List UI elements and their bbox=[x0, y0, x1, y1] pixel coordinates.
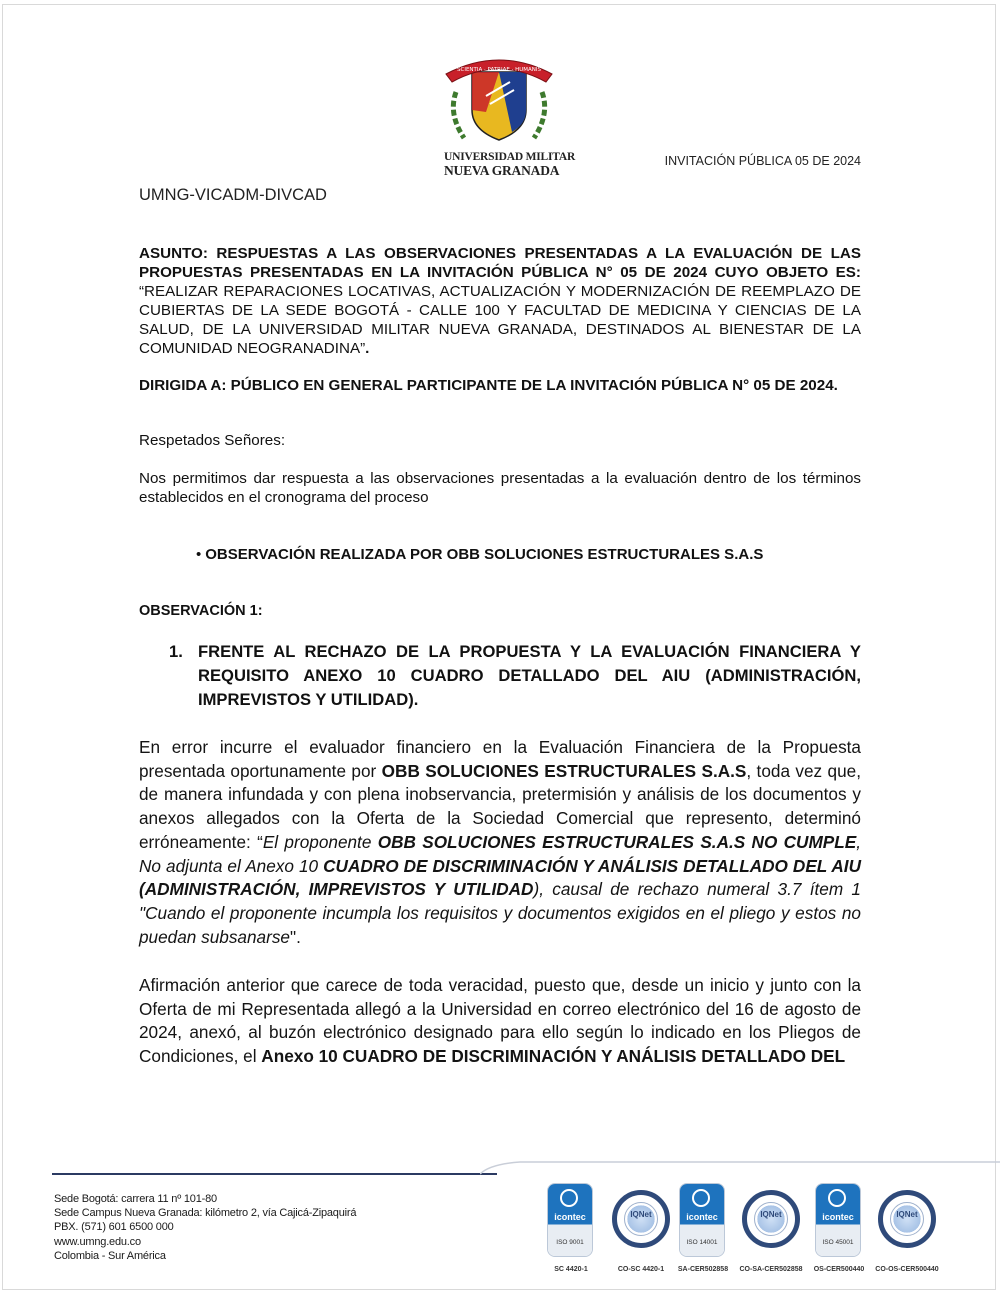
paragraph-1 bbox=[139, 736, 861, 949]
subject-label: ASUNTO: RESPUESTAS A LAS OBSERVACIONES PRESENTADAS A LA EVALUACIÓN DE LAS PROPUESTAS PRESENTADAS EN LA INVITACIÓN PÚBLICA N° 05 DE 2024 CUYO OBJETO ES: bbox=[139, 245, 861, 281]
cert-label: icontec bbox=[554, 1212, 586, 1222]
p1-italic-1: El proponente bbox=[262, 831, 378, 852]
cert-iso: ISO 14001 bbox=[686, 1239, 718, 1246]
crest-icon bbox=[438, 52, 560, 152]
cert-code: SC 4420-1 bbox=[554, 1266, 588, 1273]
numbered-item bbox=[169, 640, 861, 712]
intro-paragraph: Nos permitimos dar respuesta a las observaciones presentadas a la evaluación dentro de los términos establecidos en el cronograma del proceso bbox=[139, 470, 861, 506]
cert-label: IQNet bbox=[896, 1210, 918, 1219]
item-number: 1. bbox=[169, 642, 183, 661]
university-logo bbox=[438, 52, 576, 182]
footer-divider bbox=[52, 1173, 497, 1175]
cert-label: icontec bbox=[686, 1212, 718, 1222]
iqnet-icon bbox=[742, 1190, 800, 1248]
cert-code: SA-CER502858 bbox=[677, 1266, 729, 1273]
p2-text-1: Afirmación anterior que carece de toda veracidad, puesto que, desde un inicio y junto con la Oferta de mi Representada allegó a la Universidad en correo electrónico del 16 de agosto de 2024, anexó, al buzón electrónico designado para ello según lo indicado en los Pliegos de Condiciones, el bbox=[139, 975, 861, 1067]
item-text: FRENTE AL RECHAZO DE LA PROPUESTA Y LA EVALUACIÓN FINANCIERA Y REQUISITO ANEXO 10 CUADRO DETALLADO DEL AIU (ADMINISTRACIÓN, IMPREVISTOS Y UTILIDAD). bbox=[198, 642, 861, 709]
p2-bold-annex: Anexo 10 CUADRO DE DISCRIMINACIÓN Y ANÁLISIS DETALLADO DEL bbox=[261, 1046, 846, 1067]
cert-code: CO-SC 4420-1 bbox=[617, 1266, 665, 1273]
bullet-icon: • bbox=[196, 546, 202, 563]
invitation-reference: INVITACIÓN PÚBLICA 05 DE 2024 bbox=[664, 154, 861, 168]
p1-bold-italic-1: OBB SOLUCIONES ESTRUCTURALES S.A.S NO CUMPLE bbox=[377, 831, 857, 852]
footer-line-2: Sede Campus Nueva Granada: kilómetro 2, vía Cajicá-Zipaquirá bbox=[54, 1207, 357, 1220]
icontec-icon bbox=[548, 1184, 592, 1256]
cert-iso: ISO 45001 bbox=[822, 1239, 854, 1246]
p1-bold-italic-2: CUADRO DE DISCRIMINACIÓN Y ANÁLISIS DETALLADO DEL AIU (ADMINISTRACIÓN, IMPREVISTOS Y UTILIDAD bbox=[139, 855, 861, 900]
footer-line-3: PBX. (571) 601 6500 000 bbox=[54, 1221, 174, 1234]
footer-line-4[interactable]: www.umng.edu.co bbox=[54, 1235, 141, 1248]
cert-iso: ISO 9001 bbox=[556, 1239, 584, 1246]
footer-address bbox=[54, 1192, 356, 1263]
p1-text-1: En error incurre el evaluador financiero en la Evaluación Financiera de la Propuesta presentada oportunamente por bbox=[139, 737, 861, 781]
p1-italic-2: , No adjunta el Anexo 10 bbox=[139, 831, 861, 876]
department-code: UMNG-VICADM-DIVCAD bbox=[139, 186, 327, 204]
addressee: DIRIGIDA A: PÚBLICO EN GENERAL PARTICIPANTE DE LA INVITACIÓN PÚBLICA N° 05 DE 2024. bbox=[139, 377, 838, 394]
icontec-icon bbox=[680, 1184, 724, 1256]
paragraph-2 bbox=[139, 974, 861, 1069]
subject-object: “REALIZAR REPARACIONES LOCATIVAS, ACTUALIZACIÓN Y MODERNIZACIÓN DE REEMPLAZO DE CUBIERTAS DE LA SEDE BOGOTÁ - CALLE 100 Y FACULTAD DE MEDICINA Y CIENCIAS DE LA SALUD, DE LA UNIVERSIDAD MILITAR NUEVA GRANADA, DESTINADOS AL BIENESTAR DE LA COMUNIDAD NEOGRANADINA” bbox=[139, 283, 861, 357]
p1-text-3: ". bbox=[290, 926, 301, 947]
iqnet-icon bbox=[878, 1190, 936, 1248]
observation-author bbox=[196, 546, 763, 563]
cert-code: OS-CER500440 bbox=[813, 1266, 865, 1273]
cert-label: IQNet bbox=[630, 1210, 652, 1219]
logo-line2: NUEVA GRANADA bbox=[444, 163, 560, 178]
subject-end: . bbox=[365, 340, 370, 357]
observation-author-text: OBSERVACIÓN REALIZADA POR OBB SOLUCIONES ESTRUCTURALES S.A.S bbox=[205, 546, 764, 563]
iqnet-icon bbox=[612, 1190, 670, 1248]
footer-line-1: Sede Bogotá: carrera 11 nº 101-80 bbox=[54, 1193, 217, 1205]
crest-motto: SCIENTIA · PATRIAE · HUMANIS bbox=[456, 67, 542, 73]
logo-line1: UNIVERSIDAD MILITAR bbox=[444, 151, 576, 163]
subject-paragraph bbox=[139, 244, 861, 358]
p1-text-2: , toda vez que, de manera infundada y con plena inobservancia, pretermisión y análisis de los documentos y anexos allegados con la Oferta de la Sociedad Comercial que represento, determinó erróneamente: “ bbox=[139, 760, 861, 852]
footer-line-5: Colombia - Sur América bbox=[54, 1249, 166, 1262]
cert-code: CO-SA-CER502858 bbox=[739, 1266, 803, 1273]
p1-bold-company: OBB SOLUCIONES ESTRUCTURALES S.A.S bbox=[381, 760, 747, 781]
cert-code: CO-OS-CER500440 bbox=[875, 1266, 939, 1273]
cert-label: icontec bbox=[822, 1212, 854, 1222]
icontec-icon bbox=[816, 1184, 860, 1256]
p1-italic-3: ), causal de rechazo numeral 3.7 ítem 1 "Cuando el proponente incumpla los requisitos y documentos exigidos en el pliego y estos no puedan subsanarse bbox=[139, 879, 861, 947]
observation-title: OBSERVACIÓN 1: bbox=[139, 603, 263, 619]
salutation: Respetados Señores: bbox=[139, 432, 286, 449]
cert-label: IQNet bbox=[760, 1210, 782, 1219]
